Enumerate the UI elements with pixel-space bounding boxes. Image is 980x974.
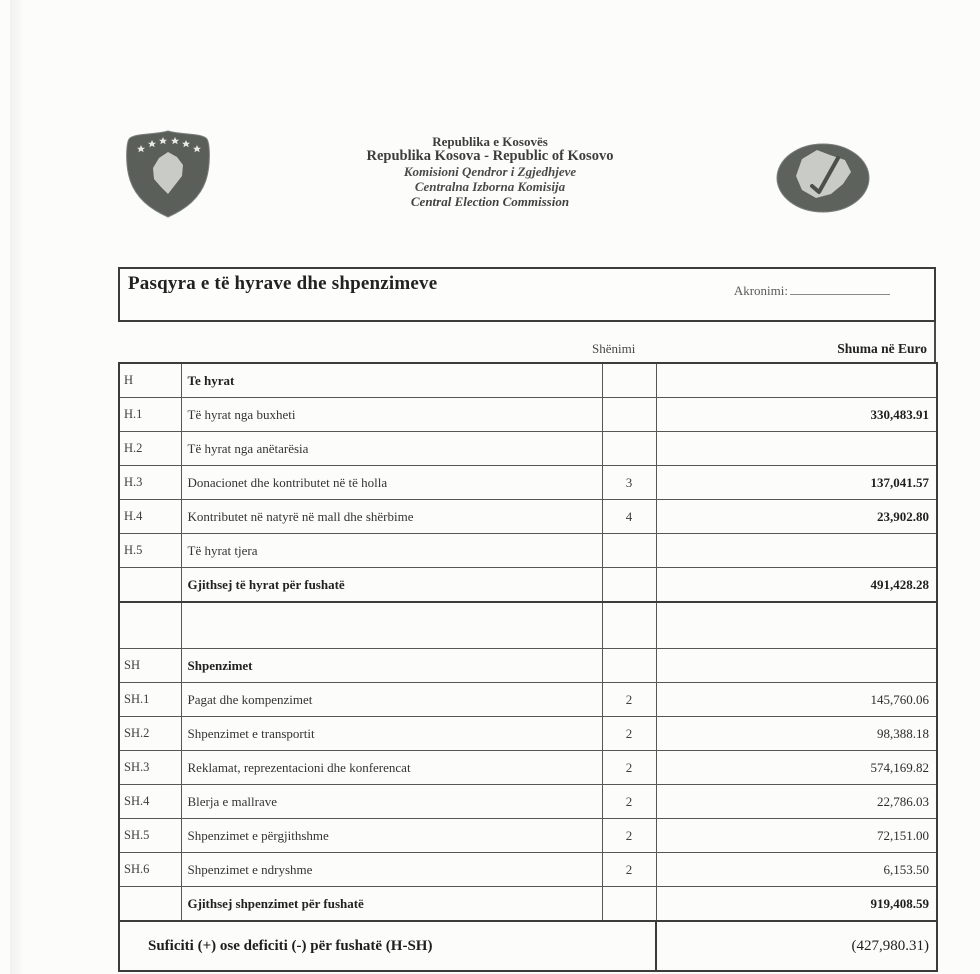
row-amount: 574,169.82: [656, 751, 937, 785]
row-description: Pagat dhe kompenzimet: [181, 683, 602, 717]
row-amount: [656, 432, 937, 466]
row-description: Shpenzimet: [181, 649, 602, 683]
row-note: 2: [602, 853, 656, 887]
row-note: [602, 602, 656, 649]
result-amount: (427,980.31): [656, 921, 937, 971]
row-description: Gjithsej shpenzimet për fushatë: [181, 887, 602, 922]
row-note: 2: [602, 785, 656, 819]
table-row: [119, 534, 937, 568]
row-amount: 145,760.06: [656, 683, 937, 717]
spacer-row: [119, 602, 937, 649]
row-note: 3: [602, 466, 656, 500]
row-code: H.1: [119, 398, 181, 432]
kosovo-coat-of-arms-icon: [118, 126, 218, 220]
institution-header: [275, 134, 705, 209]
row-description: Donacionet dhe kontributet në të holla: [181, 466, 602, 500]
row-description: Reklamat, reprezentacioni dhe konferencat: [181, 751, 602, 785]
row-amount: 491,428.28: [656, 568, 937, 603]
row-description: Gjithsej të hyrat për fushatë: [181, 568, 602, 603]
table-row: [119, 819, 937, 853]
row-code: SH: [119, 649, 181, 683]
income-expense-table: [118, 362, 938, 972]
result-row: [119, 921, 937, 971]
row-code: SH.4: [119, 785, 181, 819]
acronym-blank-line: [790, 282, 890, 295]
column-labels: [118, 322, 936, 362]
row-amount: 23,902.80: [656, 500, 937, 534]
row-amount: [656, 649, 937, 683]
row-note: 2: [602, 751, 656, 785]
row-amount: 919,408.59: [656, 887, 937, 922]
row-code: H.2: [119, 432, 181, 466]
header-line-commission-sq: Komisioni Qendror i Zgjedhjeve: [403, 164, 577, 179]
row-note: 2: [602, 717, 656, 751]
row-code: [119, 887, 181, 922]
row-amount: 137,041.57: [656, 466, 937, 500]
cec-emblem-icon: [772, 134, 874, 226]
table-row: [119, 683, 937, 717]
row-note: [602, 363, 656, 398]
row-code: H: [119, 363, 181, 398]
row-code: SH.2: [119, 717, 181, 751]
header-line-commission-en: Central Election Commission: [410, 194, 570, 209]
result-label: Suficiti (+) ose deficiti (-) për fushatë (H-SH): [119, 921, 656, 971]
row-note: [602, 534, 656, 568]
table-row: [119, 785, 937, 819]
table-row: [119, 500, 937, 534]
table-row: [119, 398, 937, 432]
row-note: [602, 887, 656, 922]
row-code: SH.3: [119, 751, 181, 785]
table-row: [119, 432, 937, 466]
row-description: Shpenzimet e ndryshme: [181, 853, 602, 887]
row-code: H.4: [119, 500, 181, 534]
row-amount: 72,151.00: [656, 819, 937, 853]
row-amount: 98,388.18: [656, 717, 937, 751]
row-description: Shpenzimet e përgjithshme: [181, 819, 602, 853]
row-amount: 22,786.03: [656, 785, 937, 819]
row-note: 2: [602, 819, 656, 853]
scan-edge-shadow: [10, 0, 24, 974]
row-note: [602, 649, 656, 683]
row-amount: [656, 363, 937, 398]
row-note: 4: [602, 500, 656, 534]
row-description: Të hyrat tjera: [181, 534, 602, 568]
row-description: Blerja e mallrave: [181, 785, 602, 819]
header-line-commission-sr: Centralna Izborna Komisija: [414, 179, 566, 194]
row-description: Kontributet në natyrë në mall dhe shërbime: [181, 500, 602, 534]
title-box: [118, 267, 936, 322]
row-code: H.3: [119, 466, 181, 500]
row-code: SH.6: [119, 853, 181, 887]
table-body: [119, 363, 937, 921]
row-amount: [656, 602, 937, 649]
row-code: H.5: [119, 534, 181, 568]
table-row: [119, 649, 937, 683]
row-note: [602, 568, 656, 603]
row-description: Te hyrat: [181, 363, 602, 398]
table-row: [119, 568, 937, 603]
acronym-label: Akronimi:: [733, 283, 788, 298]
row-code: [119, 568, 181, 603]
amount-column-header: Shuma në Euro: [837, 341, 927, 356]
row-note: 2: [602, 683, 656, 717]
header-line-multilang: Republika Kosova - Republic of Kosovo: [366, 148, 614, 164]
row-description: Të hyrat nga anëtarësia: [181, 432, 602, 466]
page-title: Pasqyra e të hyrave dhe shpenzimeve: [128, 273, 438, 294]
row-description: [181, 602, 602, 649]
table-row: [119, 466, 937, 500]
row-code: [119, 602, 181, 649]
table-row: [119, 853, 937, 887]
row-code: SH.5: [119, 819, 181, 853]
table-row: [119, 751, 937, 785]
row-amount: 6,153.50: [656, 853, 937, 887]
row-amount: 330,483.91: [656, 398, 937, 432]
note-column-header: Shënimi: [592, 341, 636, 356]
row-note: [602, 432, 656, 466]
row-note: [602, 398, 656, 432]
row-description: Të hyrat nga buxheti: [181, 398, 602, 432]
header-line-sq: Republika e Kosovës: [432, 134, 548, 149]
acronym-field: [734, 282, 890, 299]
row-amount: [656, 534, 937, 568]
row-code: SH.1: [119, 683, 181, 717]
table-row: [119, 717, 937, 751]
table-row: [119, 887, 937, 922]
row-description: Shpenzimet e transportit: [181, 717, 602, 751]
table-row: [119, 363, 937, 398]
